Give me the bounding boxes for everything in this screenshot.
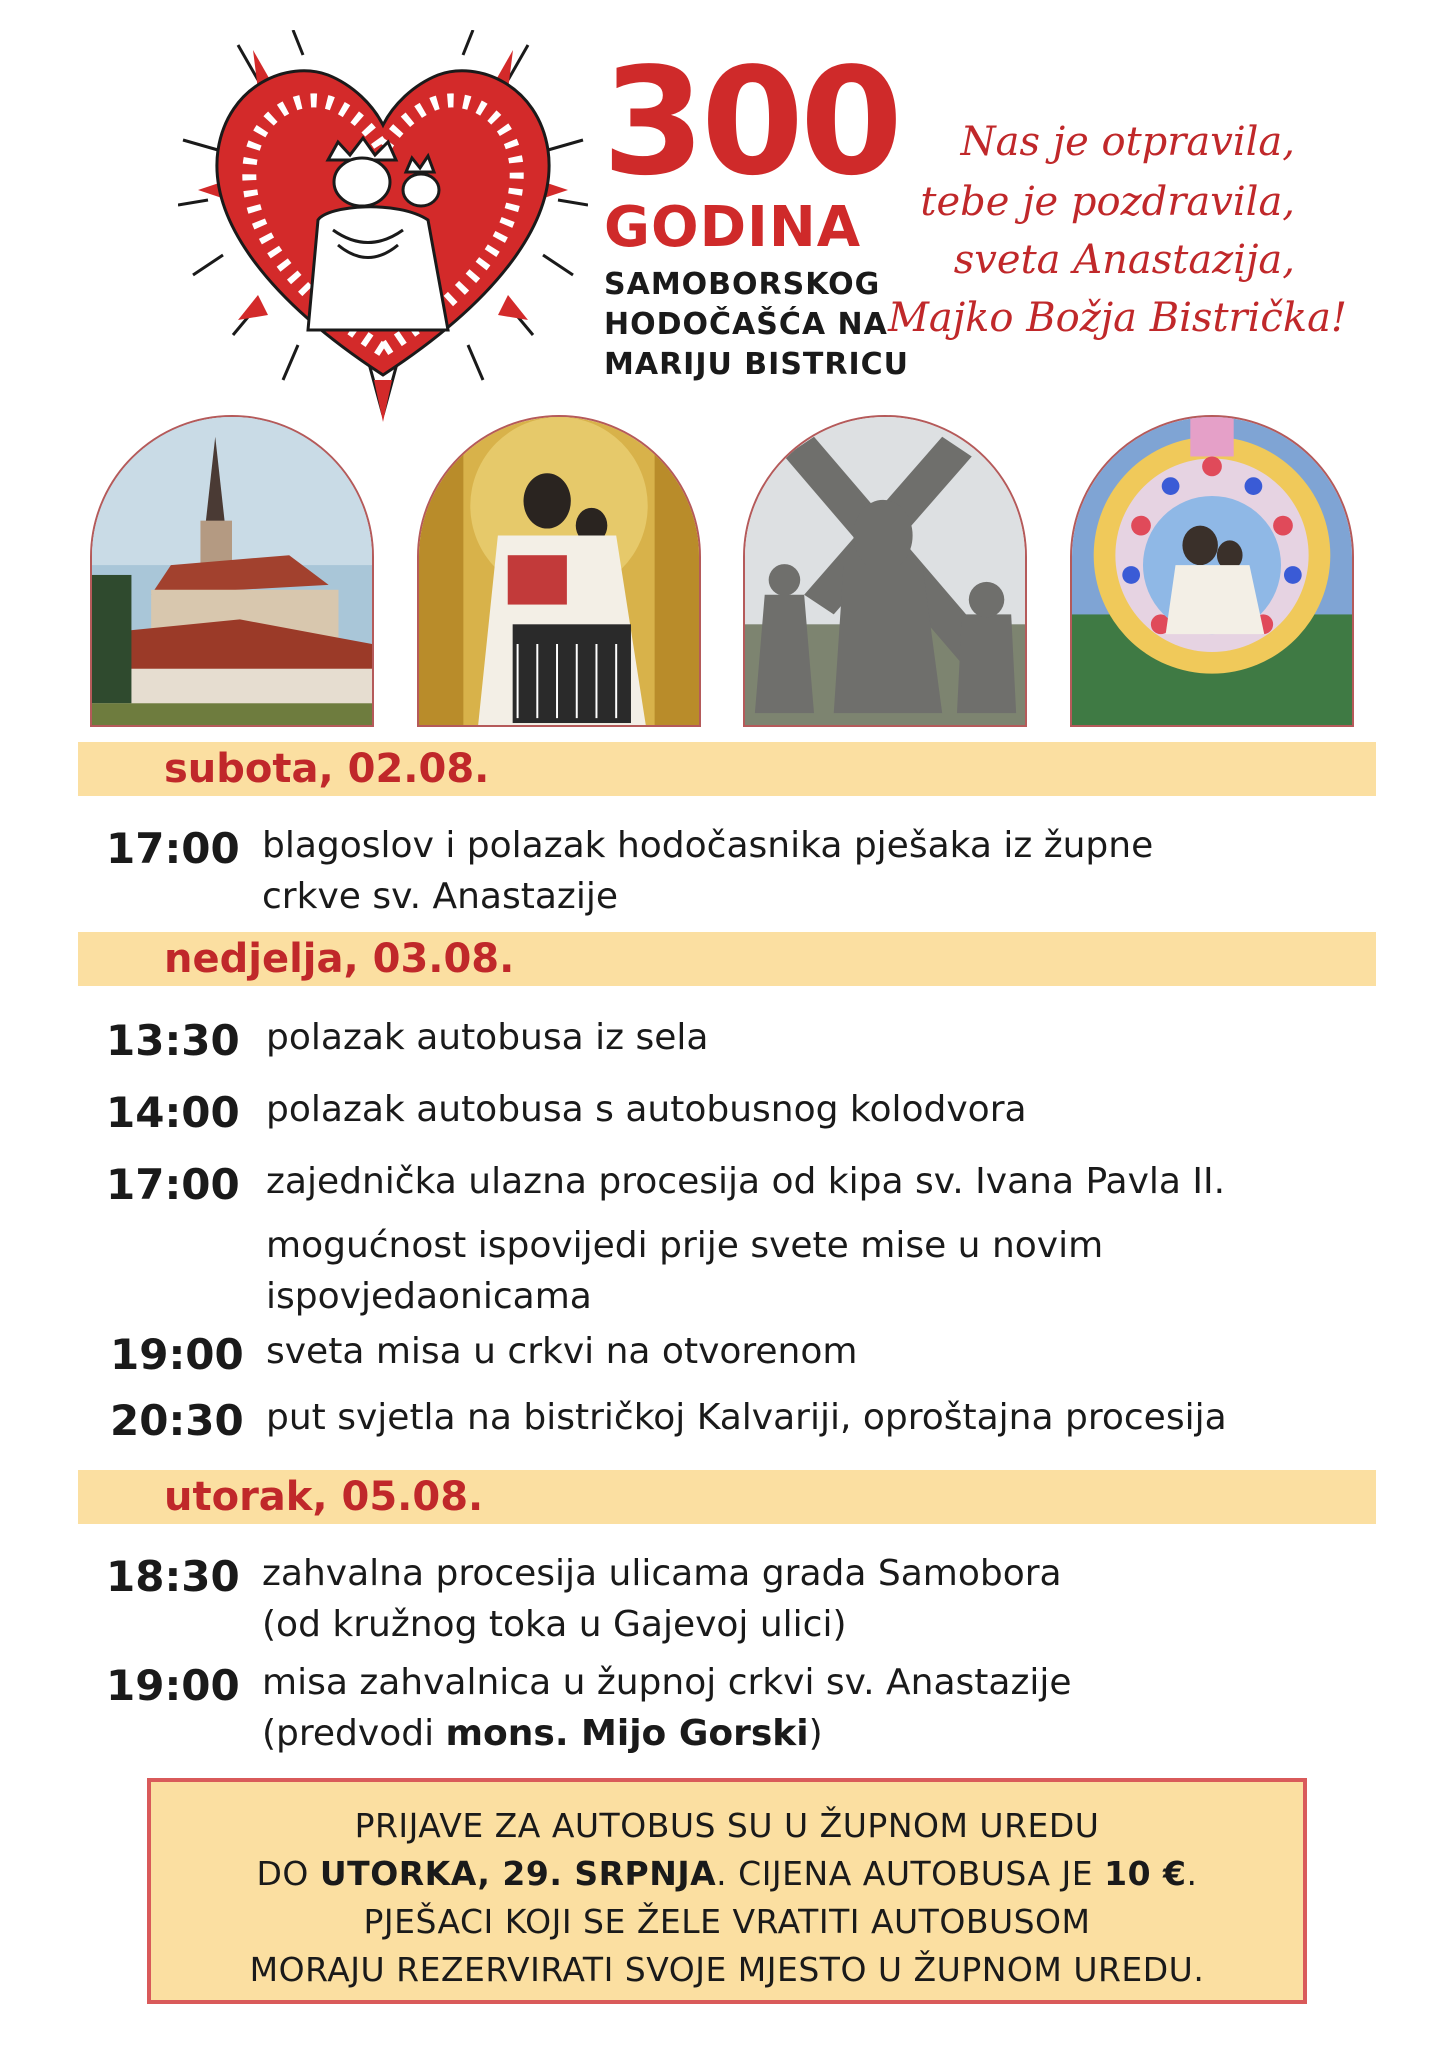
day-header-tuesday [78,1470,1376,1524]
text-fragment: DO [256,1854,320,1893]
event-description: ispovjedaonicama [266,1276,592,1317]
bus-price: 10 € [1104,1854,1187,1893]
event-time: 13:30 [106,1016,240,1065]
wreath-madonna-photo [1070,415,1354,727]
officiant-name: mons. Mijo Gorski [445,1713,809,1754]
text-fragment: . [1186,1854,1198,1893]
event-description: (od kružnog toka u Gajevoj ulici) [262,1604,847,1645]
verse-line: tebe je pozdravila, [920,179,1295,225]
event-description: zajednička ulazna procesija od kipa sv. Ivana Pavla II. [266,1161,1226,1202]
madonna-statue-photo [417,415,701,727]
event-description: crkve sv. Anastazije [262,876,618,917]
deadline-date: UTORKA, 29. SRPNJA [319,1854,717,1893]
event-description [262,1708,823,1759]
subtitle-line: HODOČAŠĆA NA [604,307,888,342]
day-label: subota, 02.08. [164,746,490,792]
subtitle-line: MARIJU BISTRICU [604,347,910,382]
event-time: 19:00 [106,1661,240,1710]
event-description: misa zahvalnica u župnoj crkvi sv. Anastazije [262,1662,1072,1703]
event-description: polazak autobusa iz sela [266,1017,709,1058]
event-description: put svjetla na bistričkoj Kalvariji, oproštajna procesija [266,1397,1227,1438]
verse-line: sveta Anastazija, [953,237,1295,283]
verse-line: Majko Božja Bistrička! [887,295,1347,341]
event-description: polazak autobusa s autobusnog kolodvora [266,1089,1027,1130]
text-fragment: (predvodi [262,1713,446,1754]
title-godina: GODINA [604,195,862,260]
day-label: utorak, 05.08. [164,1474,484,1520]
event-time: 19:00 [110,1330,244,1379]
day-header-saturday [78,742,1376,796]
event-time: 17:00 [106,824,240,873]
notice-line: PRIJAVE ZA AUTOBUS SU U ŽUPNOM UREDU [354,1806,1100,1845]
event-time: 14:00 [106,1088,240,1137]
day-header-sunday [78,932,1376,986]
event-description: zahvalna procesija ulicama grada Samobora [262,1553,1062,1594]
notice-line [151,1854,1303,1894]
notice-line: PJEŠACI KOJI SE ŽELE VRATITI AUTOBUSOM [363,1902,1091,1941]
day-label: nedjelja, 03.08. [164,936,515,982]
church-photo [90,415,374,727]
text-fragment: . CIJENA AUTOBUSA JE [716,1854,1105,1893]
event-description: sveta misa u crkvi na otvorenom [266,1331,858,1372]
subtitle-line: SAMOBORSKOG [604,267,881,302]
heart-logo [178,30,588,422]
event-time: 18:30 [106,1552,240,1601]
calvary-statue-photo [743,415,1027,727]
notice-line: MORAJU REZERVIRATI SVOJE MJESTO U ŽUPNOM UREDU. [249,1950,1205,1989]
event-description: blagoslov i polazak hodočasnika pješaka iz župne [262,825,1154,866]
event-time: 20:30 [110,1396,244,1445]
event-description: mogućnost ispovijedi prije svete mise u novim [266,1225,1104,1266]
title-number: 300 [602,36,899,208]
event-time: 17:00 [106,1160,240,1209]
text-fragment: ) [808,1713,823,1754]
verse-line: Nas je otpravila, [960,119,1295,165]
bus-registration-notice [147,1778,1307,2004]
